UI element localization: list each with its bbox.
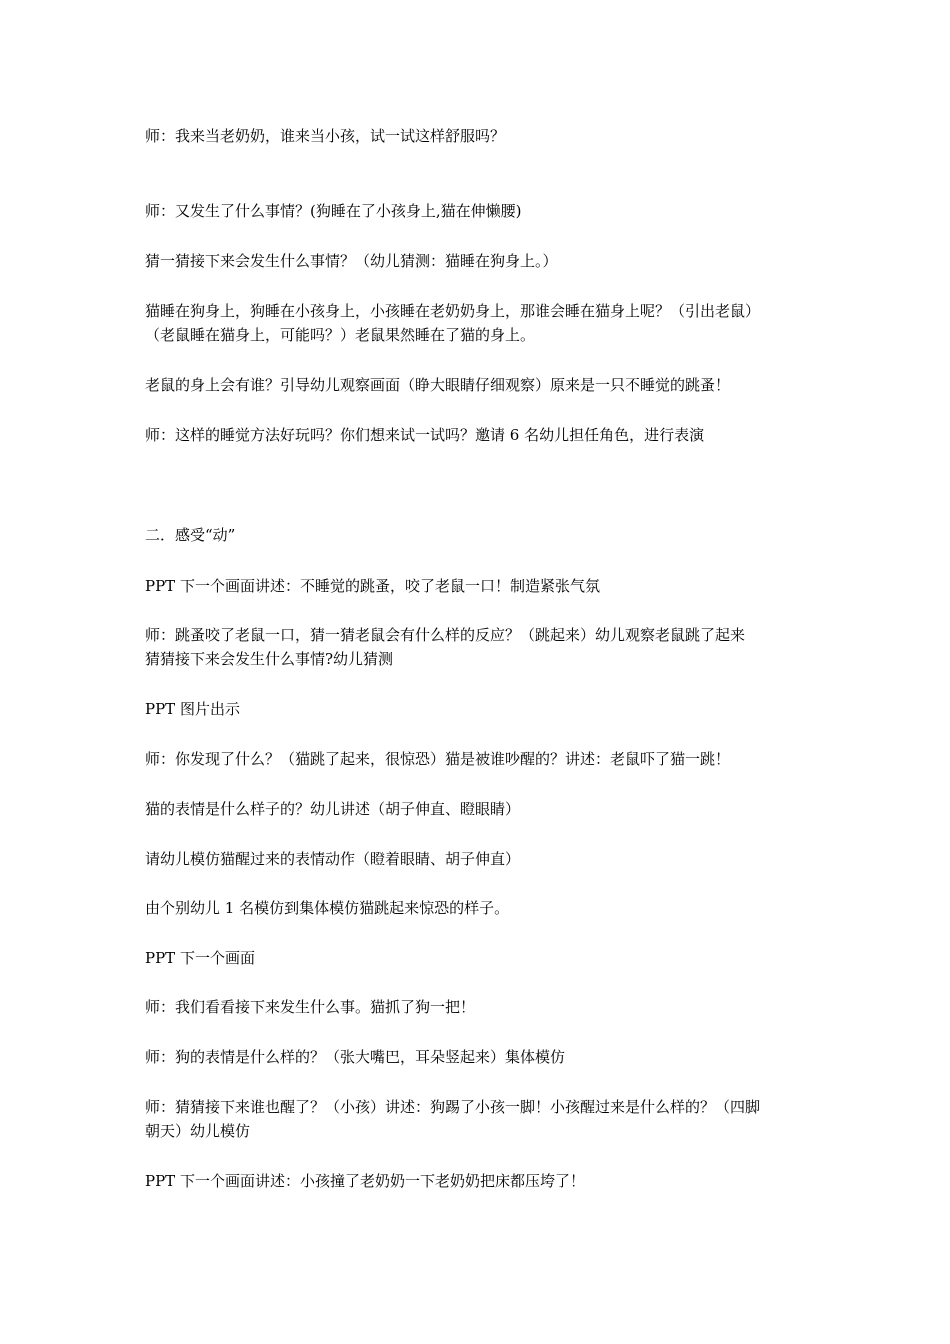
- paragraph-line: 师：又发生了什么事情？(狗睡在了小孩身上,猫在伸懒腰): [145, 202, 522, 220]
- paragraph-line: 猜一猜接下来会发生什么事情？（幼儿猜测：猫睡在狗身上。）: [145, 252, 558, 270]
- paragraph-line: PPT 下一个画面: [145, 949, 255, 967]
- paragraph-line: PPT 下一个画面讲述：不睡觉的跳蚤，咬了老鼠一口！制造紧张气氛: [145, 577, 600, 595]
- paragraph-line: 老鼠的身上会有谁？引导幼儿观察画面（睁大眼睛仔细观察）原来是一只不睡觉的跳蚤！: [145, 376, 731, 394]
- paragraph-line: 师：猜猜接下来谁也醒了？（小孩）讲述：狗踢了小孩一脚！小孩醒过来是什么样的？（四脚: [145, 1098, 761, 1116]
- paragraph-line: 师：狗的表情是什么样的？（张大嘴巴，耳朵竖起来）集体模仿: [145, 1048, 566, 1066]
- paragraph-line: 猫的表情是什么样子的？幼儿讲述（胡子伸直、瞪眼睛）: [145, 800, 521, 818]
- paragraph: [145, 249, 815, 273]
- paragraph: [145, 697, 815, 721]
- paragraph: [145, 946, 815, 970]
- paragraph-line: PPT 下一个画面讲述：小孩撞了老奶奶一下老奶奶把床都压垮了！: [145, 1172, 585, 1190]
- paragraph: [145, 995, 815, 1019]
- paragraph-line: 师：你发现了什么？（猫跳了起来，很惊恐）猫是被谁吵醒的？讲述：老鼠吓了猫一跳！: [145, 750, 731, 768]
- paragraph-line: 师：我来当老奶奶，谁来当小孩，试一试这样舒服吗？: [145, 127, 506, 145]
- paragraph: [145, 747, 815, 771]
- paragraph-line: 二．感受“动”: [145, 526, 236, 544]
- paragraph: [145, 1095, 815, 1143]
- paragraph-line: 猜猜接下来会发生什么事情?幼儿猜测: [145, 650, 394, 668]
- paragraph: [145, 1169, 815, 1193]
- paragraph-line: 朝天）幼儿模仿: [145, 1122, 251, 1140]
- paragraph: [145, 623, 815, 671]
- paragraph: [145, 847, 815, 871]
- section-heading: [145, 523, 815, 547]
- paragraph-line: 猫睡在狗身上，狗睡在小孩身上，小孩睡在老奶奶身上，那谁会睡在猫身上呢？（引出老鼠）: [145, 302, 761, 320]
- paragraph-line: 师：跳蚤咬了老鼠一口，猜一猜老鼠会有什么样的反应？（跳起来）幼儿观察老鼠跳了起来: [145, 626, 746, 644]
- paragraph: [145, 199, 815, 223]
- paragraph: [145, 896, 815, 920]
- paragraph: [145, 574, 815, 598]
- paragraph: [145, 797, 815, 821]
- paragraph-line: PPT 图片出示: [145, 700, 240, 718]
- paragraph: [145, 1045, 815, 1069]
- paragraph-line: （老鼠睡在猫身上，可能吗？）老鼠果然睡在了猫的身上。: [145, 326, 536, 344]
- paragraph: [145, 124, 815, 148]
- paragraph-line: 师：我们看看接下来发生什么事。猫抓了狗一把！: [145, 998, 476, 1016]
- paragraph: [145, 299, 815, 347]
- paragraph-line: 请幼儿模仿猫醒过来的表情动作（瞪着眼睛、胡子伸直）: [145, 850, 521, 868]
- paragraph: [145, 373, 815, 397]
- paragraph-line: 由个别幼儿 1 名模仿到集体模仿猫跳起来惊恐的样子。: [145, 899, 510, 917]
- paragraph: [145, 423, 815, 447]
- paragraph-line: 师：这样的睡觉方法好玩吗？你们想来试一试吗？邀请 6 名幼儿担任角色，进行表演: [145, 426, 705, 444]
